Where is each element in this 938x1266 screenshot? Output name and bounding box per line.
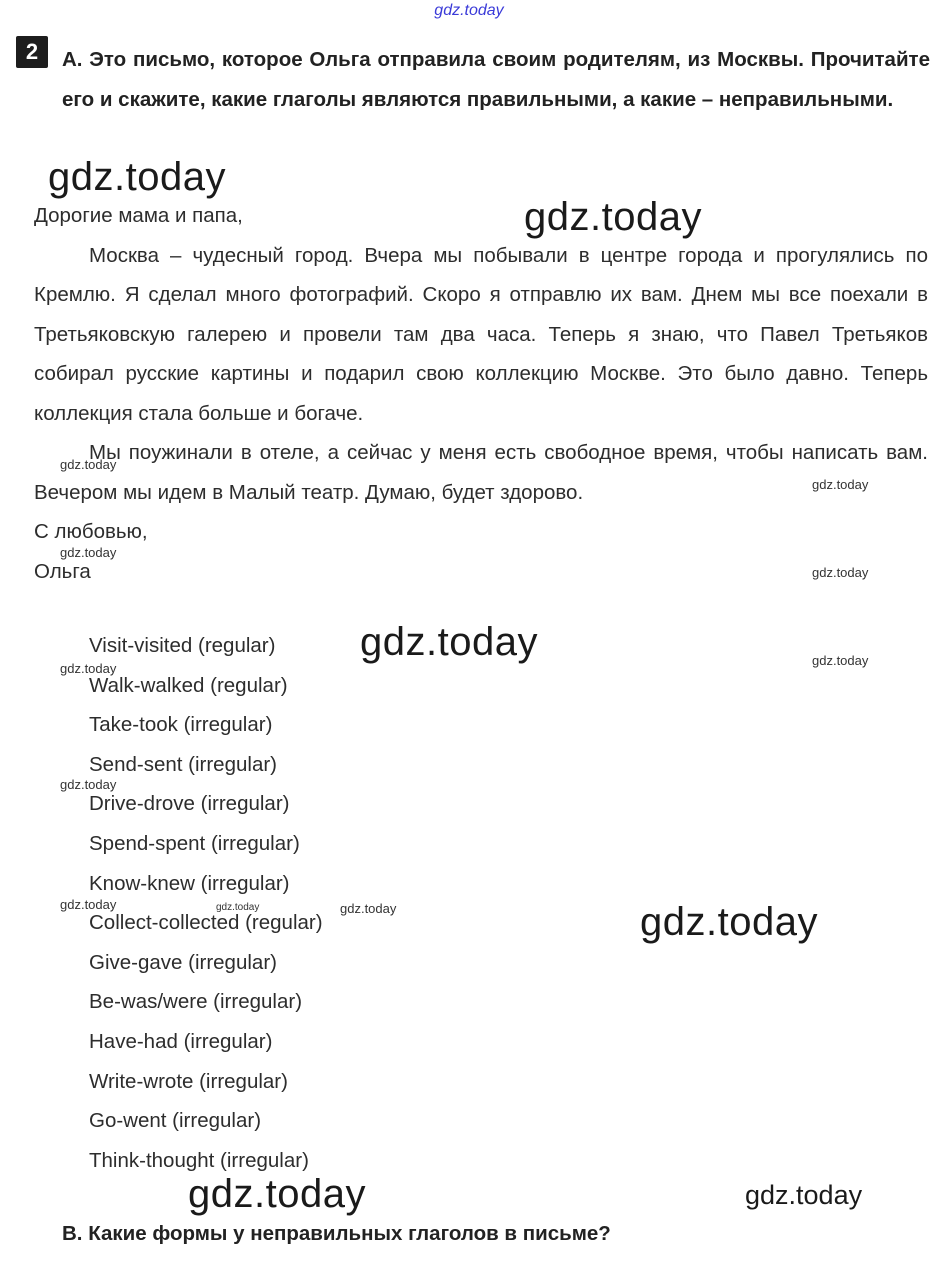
watermark: gdz.today [60, 777, 117, 792]
header-watermark: gdz.today [434, 2, 504, 19]
letter-paragraph-1: Москва – чудесный город. Вчера мы побывали в центре города и прогулялись по Кремлю. Я сделал много фотографий. Скоро я отправлю их вам. Днем мы все поехали в Третьяковскую галерею и провели там два часа. Теперь я знаю, что Павел Третьяков собирал русские картины и подарил свою коллекцию Москве. Это было давно. Теперь коллекция стала больше и богаче. [34, 243, 928, 425]
watermark: gdz.today [745, 1180, 863, 1210]
watermark: gdz.today [60, 457, 117, 472]
list-item: Write-wrote (irregular) [89, 1069, 288, 1093]
list-item: Send-sent (irregular) [89, 752, 277, 776]
list-item: Walk-walked (regular) [89, 673, 288, 697]
watermark: gdz.today [640, 900, 818, 944]
task-number-badge: 2 [16, 36, 48, 68]
watermark: gdz.today [812, 565, 869, 580]
task-b-instruction: B. Какие формы у неправильных глаголов в письме? [62, 1222, 611, 1245]
letter-closing: С любовью, [34, 520, 148, 543]
list-item: Know-knew (irregular) [89, 871, 290, 895]
watermark: gdz.today [340, 901, 397, 916]
watermark: gdz.today [360, 620, 538, 664]
list-item: Spend-spent (irregular) [89, 831, 300, 855]
watermark: gdz.today [188, 1172, 366, 1216]
watermark: gdz.today [812, 477, 869, 492]
watermark: gdz.today [60, 661, 117, 676]
list-item: Drive-drove (irregular) [89, 792, 290, 816]
letter-paragraph-2: Мы поужинали в отеле, а сейчас у меня есть свободное время, чтобы написать вам. Вечером мы идем в Малый театр. Думаю, будет здорово. [34, 441, 928, 504]
list-item: Visit-visited (regular) [89, 634, 276, 657]
watermark: gdz.today [812, 653, 869, 668]
watermark: gdz.today [60, 545, 117, 560]
watermark: gdz.today [60, 897, 117, 912]
list-item: Collect-collected (regular) [89, 911, 323, 935]
list-item: Give-gave (irregular) [89, 950, 277, 974]
watermark: gdz.today [524, 195, 702, 239]
watermark: gdz.today [216, 902, 260, 913]
list-item: Be-was/were (irregular) [89, 990, 303, 1014]
letter-signature: Ольга [34, 559, 91, 583]
watermark: gdz.today [48, 155, 226, 199]
verbs-list [89, 626, 323, 1180]
task-a-instruction: A. Это письмо, которое Ольга отправила своим родителям, из Москвы. Прочитайте его и скажите, какие глаголы являются правильными, а какие – неправильными. [62, 48, 930, 111]
list-item: Think-thought (irregular) [89, 1148, 309, 1172]
list-item: Take-took (irregular) [89, 713, 273, 737]
list-item: Have-had (irregular) [89, 1029, 273, 1053]
letter-greeting: Дорогие мама и папа, [34, 204, 243, 227]
letter-body [34, 196, 928, 591]
list-item: Go-went (irregular) [89, 1109, 262, 1133]
